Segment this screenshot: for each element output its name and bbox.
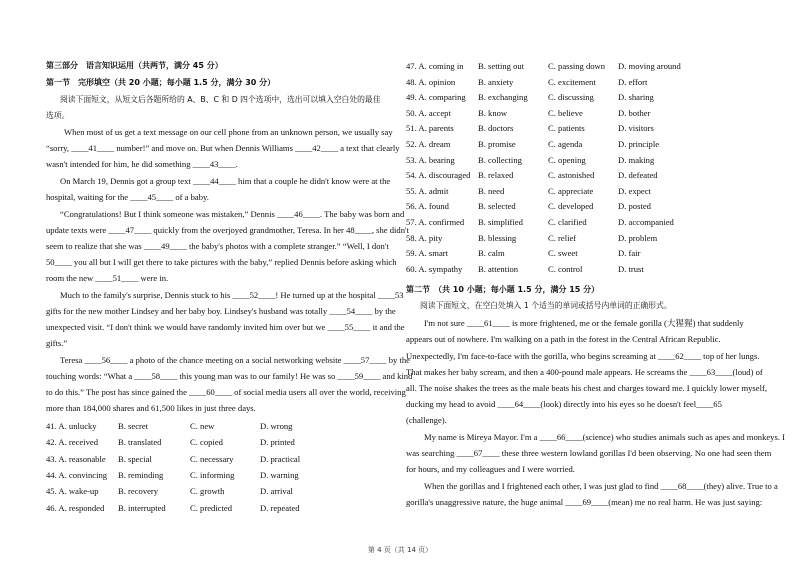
option-c: C. new: [190, 421, 215, 431]
option-a: 43. A. reasonable: [46, 453, 106, 464]
option-c: C. sweet: [548, 248, 578, 259]
passage-line: “sorry, ____41____ number!” and move on. But when Dennis Williams ____42____ a text that clearly: [46, 143, 400, 153]
option-a: 60. A. sympathy: [406, 263, 463, 274]
passage-line: seem to realize that she was ____49____ the baby's photos with a complete stranger.” “Well, I don't: [46, 241, 389, 251]
option-a: 50. A. accept: [406, 107, 451, 118]
option-c: C. relief: [548, 232, 577, 243]
passage-line: appears out of nowhere. I'm walking on a path in the forest in the Central African Republic.: [406, 334, 721, 344]
option-b: B. interrupted: [118, 502, 166, 513]
option-c: C. copied: [190, 437, 223, 448]
option-c: C. excitement: [548, 76, 596, 87]
option-c: C. informing: [190, 469, 235, 480]
option-c: C. necessary: [190, 453, 234, 464]
passage-line: gifts for the new mother Lindsey and her baby boy. Lindsey's husband was totally ____54____ by the: [46, 306, 396, 316]
passage-line: (challenge).: [406, 415, 447, 425]
option-b: B. recovery: [118, 486, 159, 497]
option-c: C. discussing: [548, 92, 594, 103]
option-d: D. defeated: [618, 170, 658, 181]
option-b: B. promise: [478, 139, 516, 149]
option-a: 56. A. found: [406, 201, 449, 212]
option-d: D. principle: [618, 139, 660, 149]
subsection-title-2: 第二节 （共 10 小题；每小题 1.5 分，满分 15 分）: [406, 285, 600, 294]
passage-line: hospital, waiting for the ____45____ of a baby.: [46, 192, 209, 202]
passage-line: When most of us get a text message on our cell phone from an unknown person, we usually say: [64, 127, 393, 137]
option-d: D. problem: [618, 232, 658, 243]
option-a: 46. A. responded: [46, 502, 105, 513]
option-a: 52. A. dream: [406, 139, 451, 149]
option-b: B. translated: [118, 437, 162, 448]
option-b: B. relaxed: [478, 170, 514, 181]
option-b: B. simplified: [478, 217, 523, 227]
option-b: B. doctors: [478, 123, 514, 134]
option-a: 59. A. smart: [406, 248, 449, 259]
option-b: B. exchanging: [478, 92, 528, 103]
passage-line: touching words: “What a ____58____ this young man was to our family! He was so ____59____ and kind: [46, 371, 413, 381]
option-c: C. agenda: [548, 139, 583, 149]
option-d: D. expect: [618, 185, 651, 196]
option-d: D. repeated: [260, 502, 300, 513]
option-b: B. need: [478, 185, 505, 196]
passage-line: My name is Mireya Mayor. I'm a ____66____(science) who studies animals such as apes and monkeys. I: [424, 432, 785, 442]
option-d: D. making: [618, 154, 655, 165]
passage-line: for hours, and my colleagues and I were worried.: [406, 464, 575, 474]
option-a: 51. A. parents: [406, 123, 454, 134]
option-d: D. posted: [618, 201, 651, 212]
instruction-line-1: 阅读下面短文，从短文后各题所给的 A、B、C 和 D 四个选项中，选出可以填入空白处的最佳: [60, 95, 381, 104]
option-c: C. growth: [190, 486, 225, 497]
option-a: 45. A. wake-up: [46, 486, 99, 497]
passage-line: wasn't intended for him, he did something ____43____.: [46, 159, 238, 169]
option-a: 44. A. convincing: [46, 469, 108, 480]
instruction-line-2: 选项。: [46, 111, 70, 120]
option-b: B. attention: [478, 263, 519, 274]
option-b: B. selected: [478, 201, 516, 212]
option-a: 47. A. coming in: [406, 61, 464, 71]
option-d: D. accompanied: [618, 217, 674, 227]
passage-line: That makes her baby scream, and then a 400-pound male appears. He screams the ____63____(loud) of: [406, 367, 763, 377]
passage-line: unexpected visit. “I don't think we would have randomly invited him over but we ____55____ it and the: [46, 322, 405, 332]
option-c: C. developed: [548, 201, 594, 212]
instruction: 阅读下面短文，在空白处填入 1 个适当的单词或括号内单词的正确形式。: [420, 301, 672, 310]
option-b: B. reminding: [118, 469, 164, 480]
passage-line: more than 184,000 shares and 61,500 likes in just three days.: [46, 403, 256, 413]
passage-line: “Congratulations! But I think someone was mistaken,” Dennis ____46____. The baby was born and: [60, 209, 405, 219]
passage-line: 50____ you all but I will get there to take pictures with the baby,” replied Dennis before asking which: [46, 257, 397, 267]
passage-line: room the new ____51____ were in.: [46, 273, 169, 283]
option-a: 49. A. comparing: [406, 92, 466, 103]
passage-line: Teresa ____56____ a photo of the chance meeting on a social networking website ____57____ by the: [60, 355, 410, 365]
passage-line: all. The noise shakes the trees as the male beats his chest and charges toward me. I quickly lower myself,: [406, 383, 767, 393]
option-a: 58. A. pity: [406, 232, 443, 243]
option-c: C. clarified: [548, 217, 587, 227]
option-c: C. patients: [548, 123, 585, 134]
option-d: D. effort: [618, 76, 648, 87]
option-d: D. trust: [618, 263, 644, 274]
page-footer: 第 4 页（共 14 页）: [367, 546, 433, 554]
section-title: 第三部分 语言知识运用（共两节，满分 45 分）: [46, 61, 223, 70]
option-d: D. sharing: [618, 92, 654, 103]
option-b: B. know: [478, 107, 508, 118]
option-b: B. collecting: [478, 154, 522, 165]
option-c: C. appreciate: [548, 185, 594, 196]
option-a: 54. A. discouraged: [406, 170, 471, 181]
passage-line: gifts.”: [46, 338, 68, 348]
option-d: D. warning: [260, 469, 299, 480]
option-b: B. special: [118, 453, 152, 464]
option-a: 55. A. admit: [406, 185, 449, 196]
option-d: D. fair: [618, 248, 641, 259]
passage-line: gorilla's unaggressive nature, the huge animal ____69____(mean) me no real harm. He was just saying:: [406, 497, 763, 507]
option-d: D. practical: [260, 453, 301, 464]
option-a: 53. A. bearing: [406, 154, 455, 165]
option-d: D. visitors: [618, 123, 654, 134]
option-c: C. control: [548, 263, 583, 274]
option-b: B. blessing: [478, 232, 517, 243]
option-d: D. moving around: [618, 61, 681, 71]
passage-line: to do this.” The post has since gained the ____60____ of social media users all over the world, receiving: [46, 387, 406, 397]
passage-line: ducking my head to avoid ____64____(look) directly into his eyes so he doesn't feel____65: [406, 399, 722, 409]
option-c: C. opening: [548, 154, 586, 165]
option-a: 48. A. opinion: [406, 76, 456, 87]
option-c: C. believe: [548, 107, 583, 118]
option-a: 57. A. confirmed: [406, 217, 465, 227]
option-b: B. calm: [478, 248, 505, 259]
passage-line: When the gorillas and I frightened each other, I was just glad to find ____68____(they) alive. True to a: [424, 481, 778, 491]
passage-line: On March 19, Dennis got a group text ____44____ him that a couple he didn't know were at the: [60, 176, 391, 186]
option-d: D. wrong: [260, 421, 293, 431]
option-b: B. secret: [118, 421, 149, 431]
passage-line: Unexpectedly, I'm face-to-face with the gorilla, who begins screaming at ____62____ top of her lungs.: [406, 351, 760, 361]
option-c: C. predicted: [190, 502, 232, 513]
passage-line: was searching ____67____ these three western lowland gorillas I'd been observing. No one had seen them: [406, 448, 772, 458]
option-d: D. arrival: [260, 486, 293, 497]
subsection-title: 第一节 完形填空（共 20 小题；每小题 1.5 分，满分 30 分）: [46, 78, 276, 87]
option-d: D. printed: [260, 437, 295, 448]
option-d: D. bother: [618, 107, 651, 118]
passage-line: Much to the family's surprise, Dennis stuck to his ____52____! He turned up at the hospital ____53: [60, 290, 404, 300]
passage-line: I'm not sure ____61____ is more frightened, me or the female gorilla (大猩猩) that suddenly: [424, 318, 744, 328]
option-a: 42. A. received: [46, 437, 99, 448]
option-b: B. anxiety: [478, 76, 514, 87]
option-c: C. astonished: [548, 170, 595, 181]
option-b: B. setting out: [478, 61, 525, 71]
option-a: 41. A. unlucky: [46, 421, 97, 431]
passage-line: update texts were ____47____ quickly from the overjoyed grandmother, Teresa. In her 48____, she didn't: [46, 225, 409, 235]
option-c: C. passing down: [548, 61, 606, 71]
